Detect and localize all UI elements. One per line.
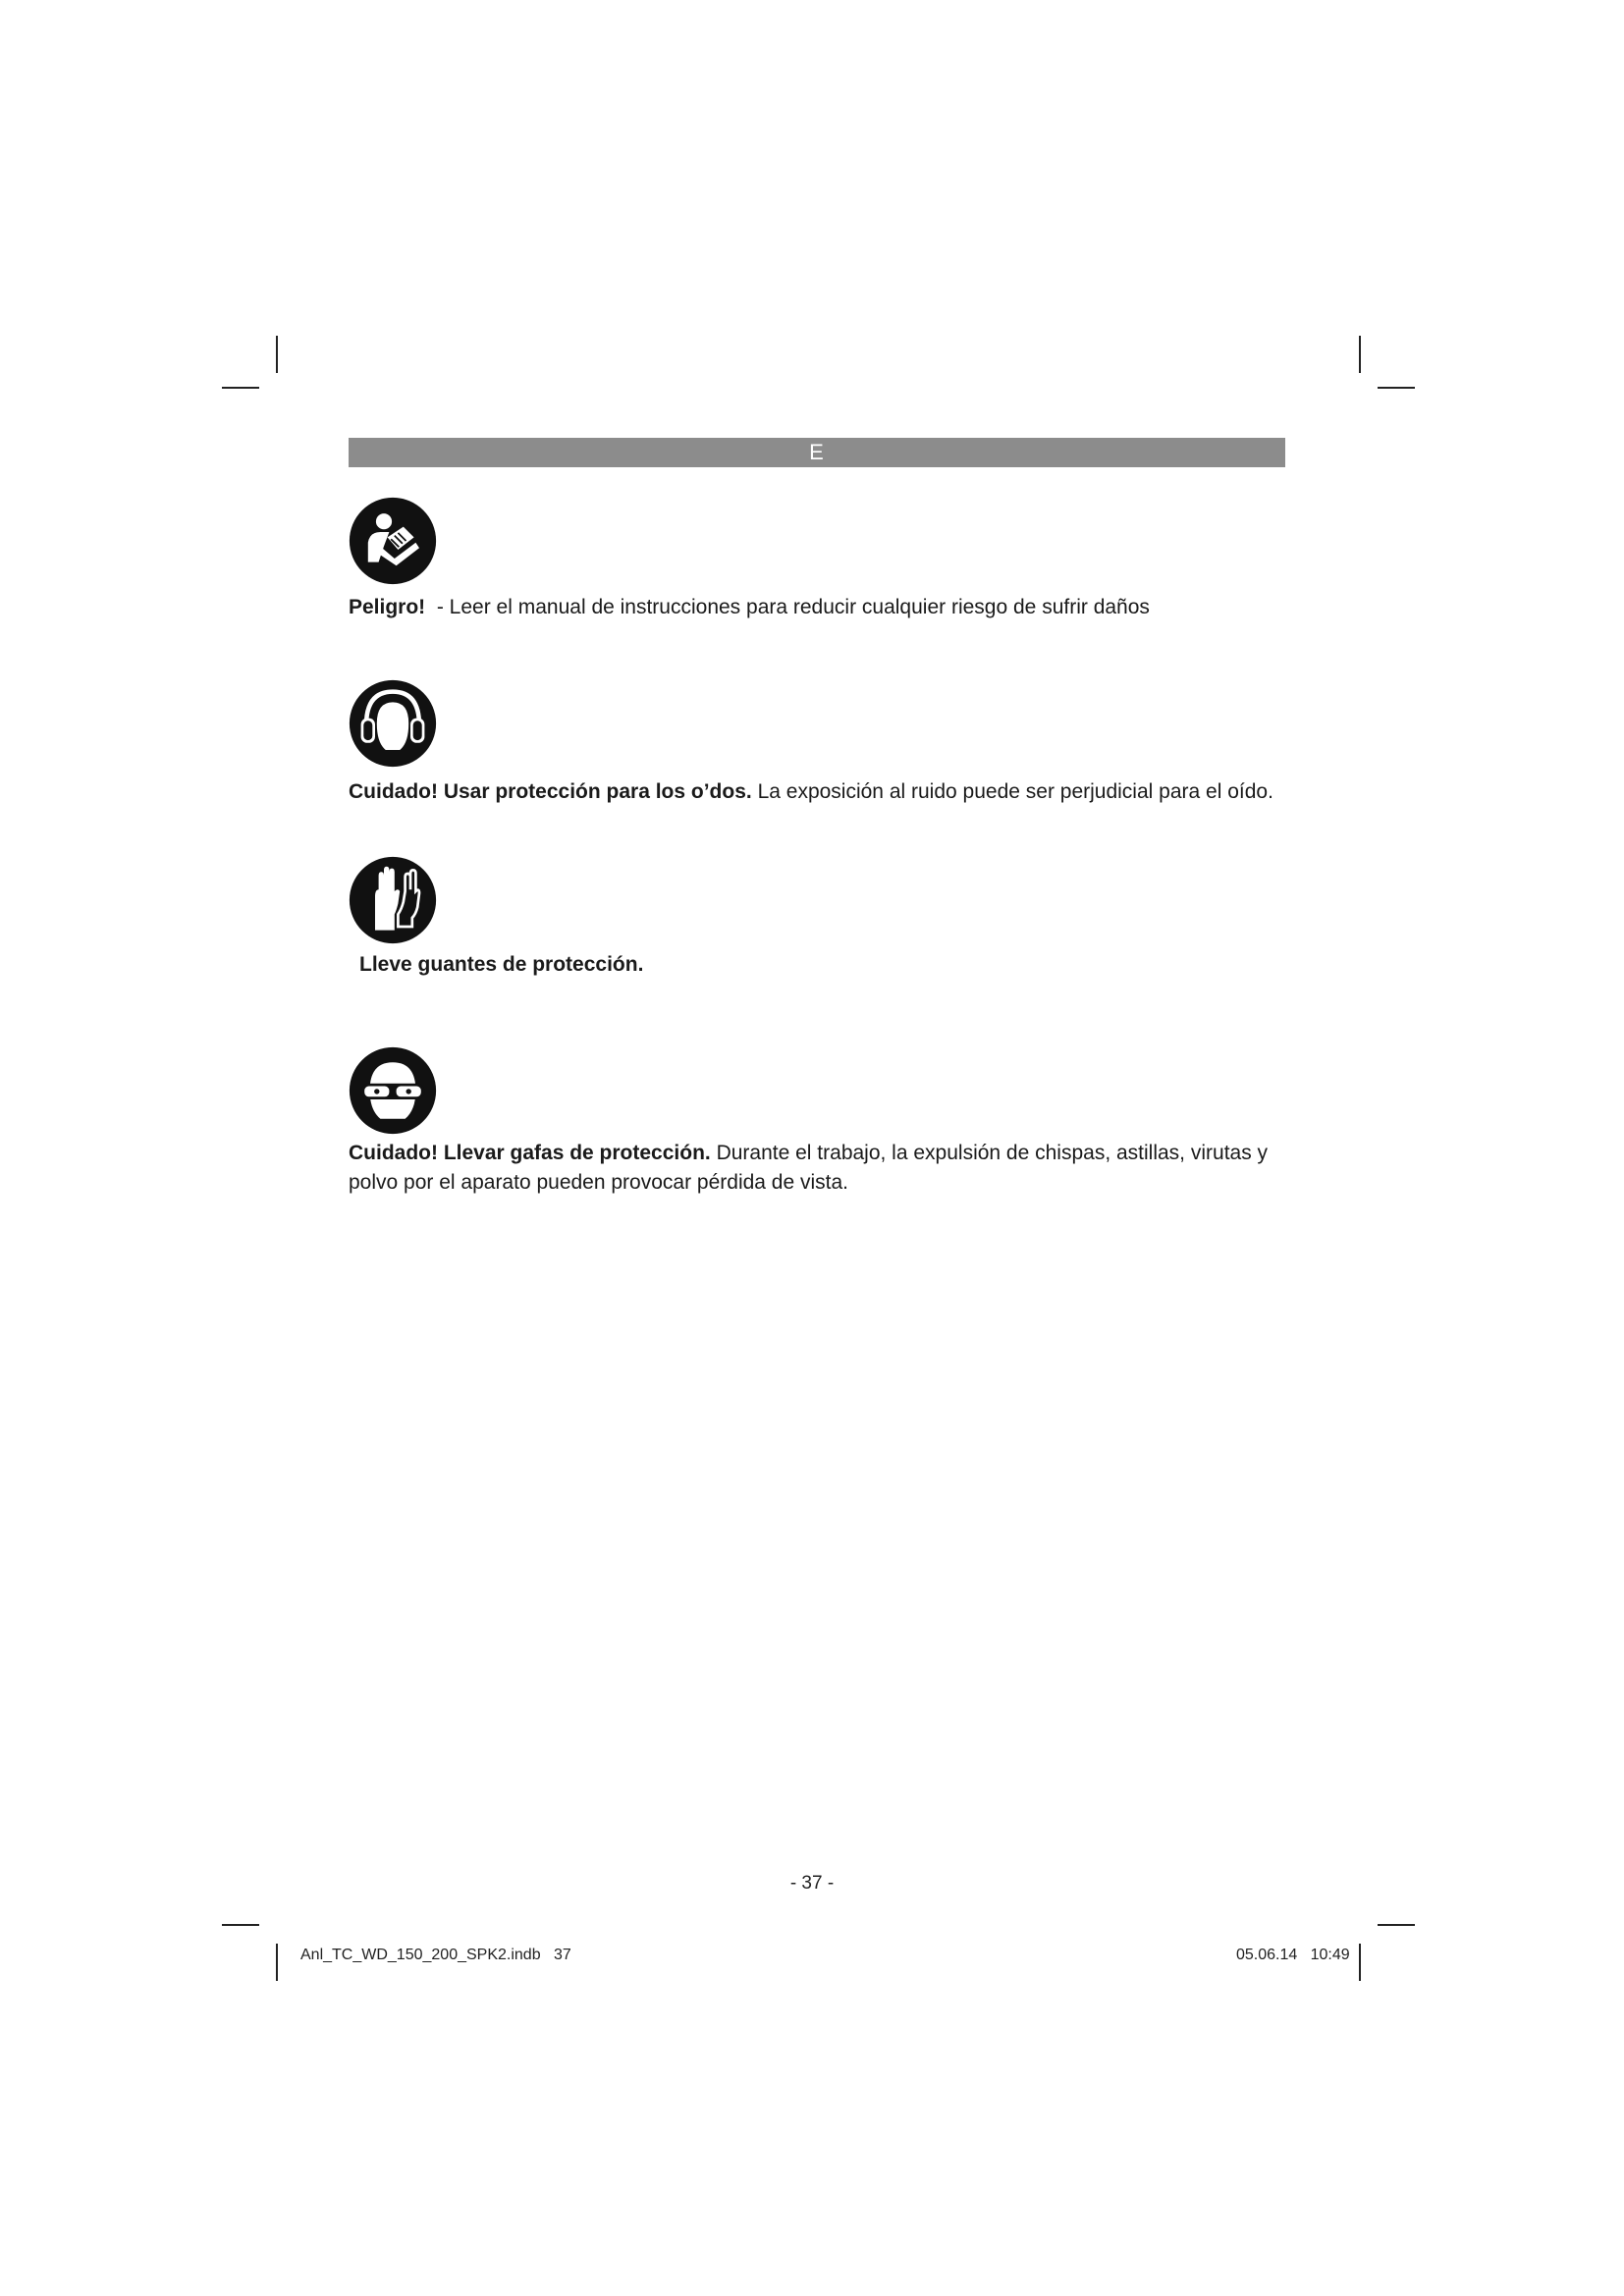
gloves-label: Lleve guantes de protección. [359,953,644,976]
eye-protection-text [349,1139,1291,1198]
eye-protection-label: Cuidado! Llevar gafas de protección. [349,1142,711,1164]
danger-label: Peligro! [349,596,426,618]
ear-protection-text [349,777,1291,807]
language-code: E [809,440,825,464]
page-number: - 37 - [789,1873,835,1894]
ear-protection-description: La exposición al ruido puede ser perjudicial para el oído. [751,780,1273,803]
language-header-bar [349,438,1285,467]
eye-protection-description: Durante el trabajo, la expulsión de chispas, astillas, virutas y polvo por el aparato pueden provocar pérdida de vista. [349,1142,1269,1194]
danger-description: - Leer el manual de instrucciones para reducir cualquier riesgo de sufrir daños [425,596,1150,618]
crop-mark-bottom-left-horizontal [222,1924,259,1926]
footer-file-name: Anl_TC_WD_150_200_SPK2.indb 37 [300,1947,571,1963]
ear-protection-icon [349,679,437,768]
gloves-icon [349,856,437,944]
footer-date-time: 05.06.14 10:49 [1236,1947,1350,1963]
crop-mark-top-right-vertical [1359,336,1361,373]
crop-mark-top-left-horizontal [222,387,259,389]
crop-mark-bottom-left-vertical [276,1944,278,1981]
ear-protection-label: Cuidado! Usar protección para los o’dos. [349,780,752,803]
eye-protection-icon [349,1046,437,1135]
crop-mark-top-right-horizontal [1378,387,1415,389]
crop-mark-bottom-right-horizontal [1378,1924,1415,1926]
crop-mark-top-left-vertical [276,336,278,373]
read-manual-icon [349,497,437,585]
crop-mark-bottom-right-vertical [1359,1944,1361,1981]
gloves-text [359,950,1302,980]
danger-read-manual-text [349,593,1291,622]
